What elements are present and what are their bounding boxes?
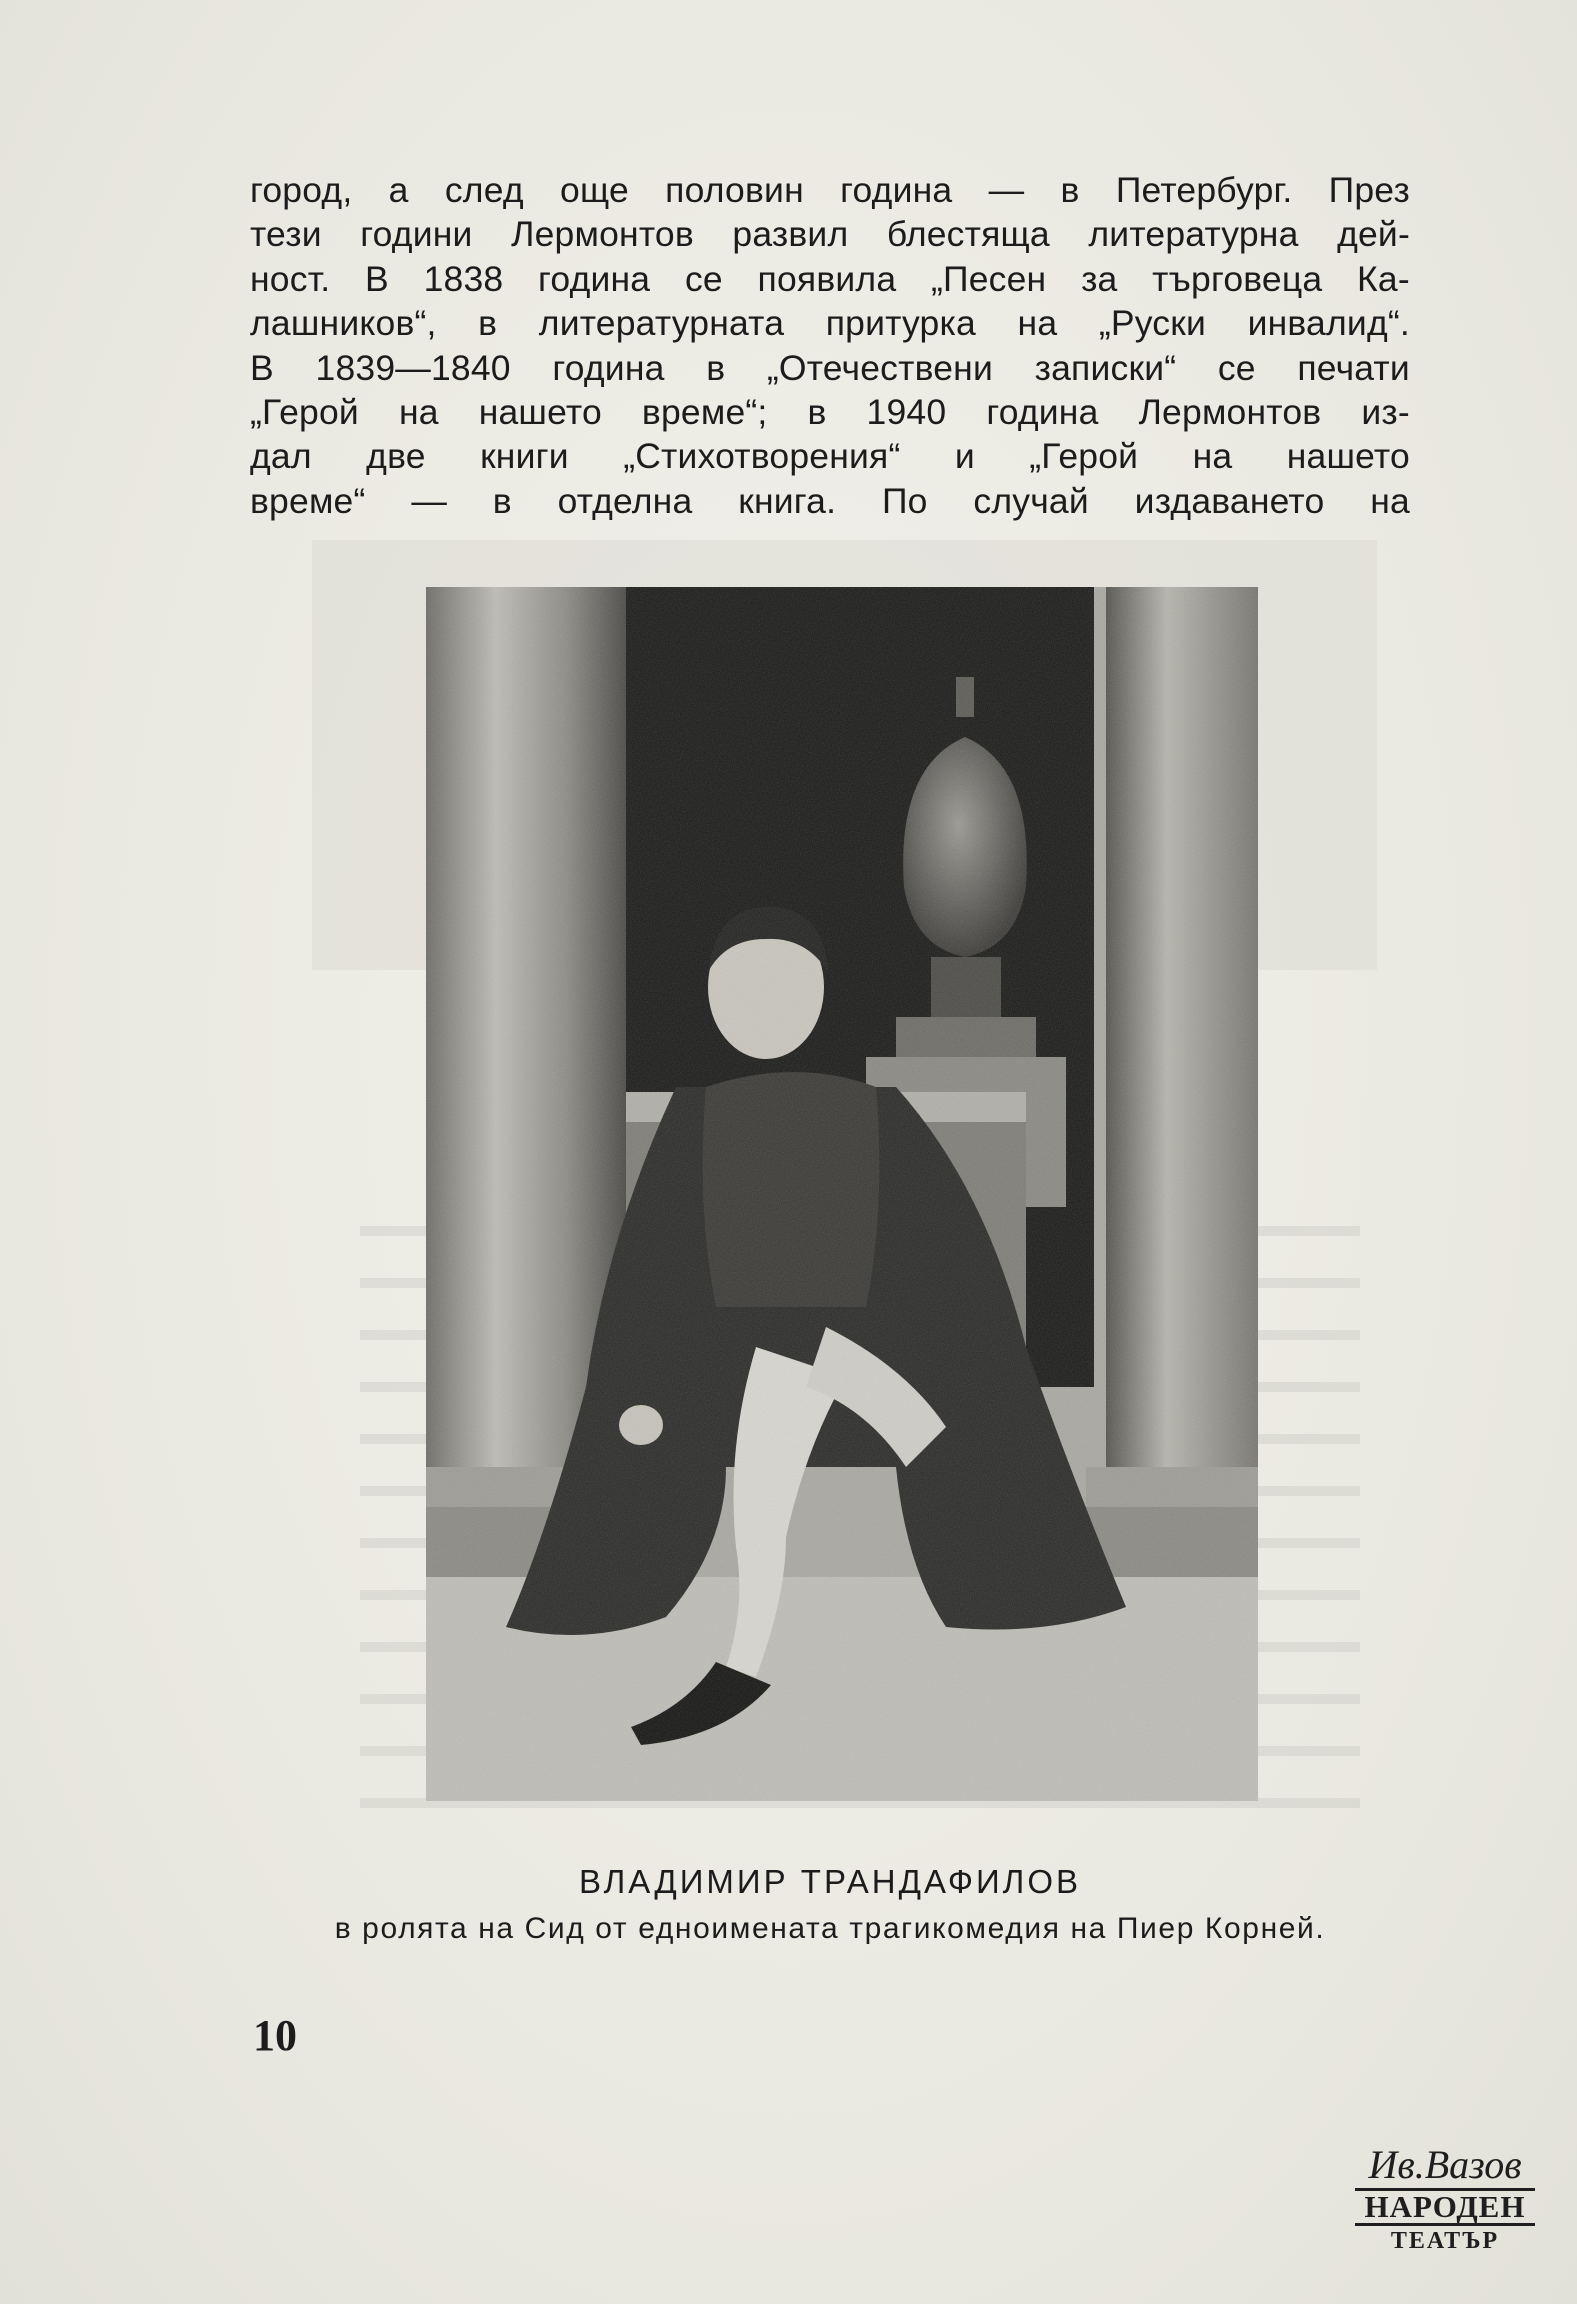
word: 1940	[866, 391, 947, 432]
word: По	[881, 480, 928, 521]
word: тези	[250, 214, 322, 255]
word: още	[560, 170, 629, 210]
body-text	[250, 168, 1410, 523]
word: на	[1370, 480, 1410, 521]
word: развил	[732, 214, 849, 255]
word: нашето	[478, 391, 602, 432]
word: из-	[1361, 391, 1410, 432]
word: дей-	[1337, 214, 1410, 255]
text-line	[250, 301, 1410, 345]
word: „Герой	[1029, 436, 1139, 477]
word: книга.	[738, 480, 837, 521]
word: 1838	[423, 258, 504, 299]
word: В	[250, 347, 274, 388]
word: „Песен	[930, 258, 1047, 299]
word: време“;	[641, 391, 768, 432]
word: две	[366, 436, 426, 477]
word: —	[411, 480, 448, 521]
word: книги	[480, 436, 569, 477]
text-line	[250, 390, 1410, 434]
text-line	[250, 479, 1410, 523]
word: 1839—1840	[315, 347, 511, 388]
word: търговеца	[1152, 258, 1323, 299]
word: През	[1328, 170, 1410, 210]
word: в	[1060, 170, 1080, 210]
caption-name: ВЛАДИМИР ТРАНДАФИЛОВ	[578, 1863, 1082, 1900]
text-line	[250, 434, 1410, 478]
word: Ка-	[1357, 258, 1410, 299]
word: ност.	[250, 258, 331, 299]
page-number: 10	[253, 2011, 297, 2060]
word: отделна	[557, 480, 693, 521]
word: и	[954, 436, 975, 477]
word: се	[1217, 347, 1256, 388]
stamp-line-2: ТЕАТЪР	[1390, 2228, 1500, 2254]
word: нашето	[1286, 436, 1410, 477]
text-line	[250, 346, 1410, 390]
word: литературна	[1088, 214, 1299, 255]
word: в	[492, 480, 512, 521]
word: инвалид“.	[1247, 303, 1410, 344]
word: а	[388, 170, 409, 210]
text-line	[250, 168, 1410, 212]
word: година	[986, 391, 1099, 432]
word: време“	[250, 480, 366, 521]
word: „Герой	[250, 391, 359, 432]
word: лашников“,	[250, 303, 437, 344]
word: записки“	[1034, 347, 1177, 388]
word: появила	[757, 258, 897, 299]
word: „Руски	[1098, 303, 1206, 344]
word: „Отечествени	[766, 347, 994, 388]
word: Петербург.	[1115, 170, 1293, 210]
word: година	[538, 258, 651, 299]
word: блестяща	[886, 214, 1050, 255]
word: се	[684, 258, 723, 299]
word: —	[988, 170, 1025, 210]
word: година	[840, 170, 953, 210]
word: случай	[973, 480, 1089, 521]
word: притурка	[825, 303, 976, 344]
word: години	[360, 214, 473, 255]
text-line	[250, 257, 1410, 301]
word: „Стихотворения“	[623, 436, 901, 477]
word: издаването	[1134, 480, 1325, 521]
word: Лермонтов	[1138, 391, 1322, 432]
word: за	[1081, 258, 1118, 299]
word: в	[478, 303, 498, 344]
word: В	[364, 258, 389, 299]
word: город,	[250, 170, 353, 210]
stamp-line-1: НАРОДЕН	[1355, 2188, 1535, 2226]
stamp-signature: Ив.Вазов	[1368, 2142, 1522, 2187]
word: в	[706, 347, 726, 388]
word: след	[444, 170, 524, 210]
word: на	[1017, 303, 1058, 344]
caption-role: в ролята на Сид от едноимената трагикомедия на Пиер Корней.	[334, 1912, 1326, 1945]
word: литературната	[538, 303, 785, 344]
word: на	[398, 391, 439, 432]
word: половин	[665, 170, 804, 210]
portrait-photograph	[426, 587, 1258, 1801]
word: в	[807, 391, 827, 432]
word: Лермонтов	[511, 214, 694, 255]
word: печати	[1297, 347, 1410, 388]
word: година	[552, 347, 665, 388]
text-line	[250, 212, 1410, 256]
library-stamp	[1355, 2142, 1535, 2277]
word: на	[1192, 436, 1233, 477]
word: дал	[250, 436, 312, 477]
